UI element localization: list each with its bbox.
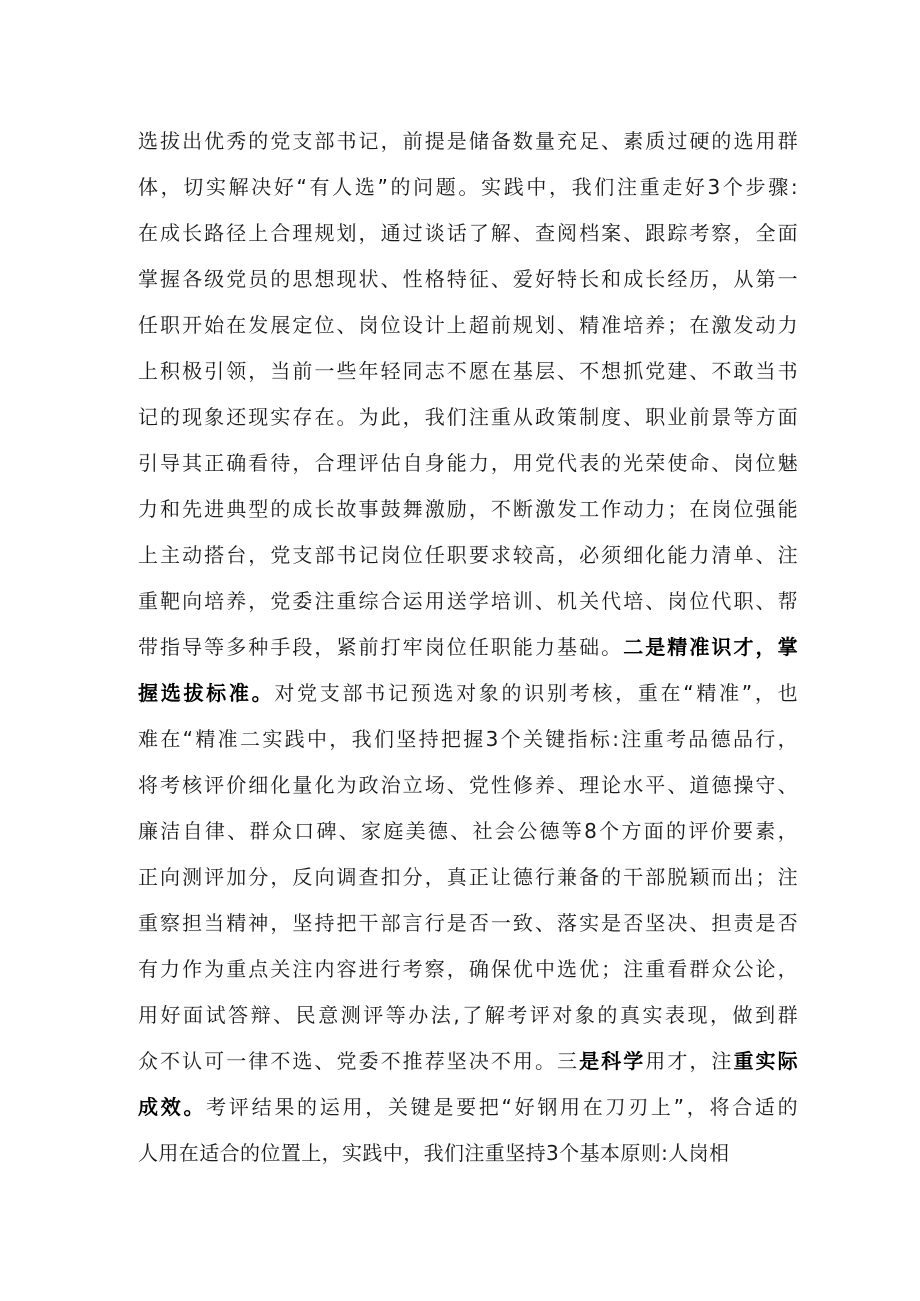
text-line [138, 1038, 798, 1084]
text-line [138, 808, 798, 854]
text-line [138, 624, 798, 670]
body-text: 正向测评加分，反向调查扣分，真正让德行兼备的干部脱颖而出；注 [138, 865, 798, 889]
text-line [138, 532, 798, 578]
body-text: 重察担当精神，坚持把干部言行是否一致、落实是否坚决、担责是否 [138, 911, 798, 935]
body-text: 众不认可一律不选、党委不推荐坚决不用。三 [138, 1049, 580, 1073]
body-text: 对党支部书记预选对象的识别考核，重在“精准”，也 [274, 681, 798, 705]
body-text: 用好面试答辩、民意测评等办法,了解考评对象的真实表现，做到群 [138, 1003, 798, 1027]
text-line [138, 716, 798, 762]
text-line [138, 992, 798, 1038]
text-line [138, 670, 798, 716]
body-text: 在成长路径上合理规划，通过谈话了解、查阅档案、跟踪考察，全面 [138, 221, 798, 245]
text-line [138, 210, 798, 256]
body-paragraph [138, 118, 798, 1176]
bold-heading-text: 成效。 [138, 1095, 207, 1119]
bold-heading-text: 是科学 [579, 1049, 646, 1073]
body-text: 考评结果的运用，关键是要把“好钢用在刀刃上”，将合适的 [206, 1095, 798, 1119]
body-text: 廉洁自律、群众口碑、家庭美德、社会公德等8个方面的评价要素， [138, 819, 798, 843]
body-text: 上积极引领，当前一些年轻同志不愿在基层、不想抓党建、不敢当书 [138, 359, 798, 383]
text-line [138, 1130, 798, 1176]
body-text: 带指导等多种手段，紧前打牢岗位任职能力基础。 [138, 635, 624, 659]
text-line [138, 854, 798, 900]
text-line [138, 900, 798, 946]
body-text: 选拔出优秀的党支部书记，前提是储备数量充足、素质过硬的选用群 [138, 129, 798, 153]
text-line [138, 762, 798, 808]
text-line [138, 256, 798, 302]
body-text: 体，切实解决好“有人选”的问题。实践中，我们注重走好3个步骤: [138, 175, 798, 199]
text-line [138, 946, 798, 992]
body-text: 记的现象还现实存在。为此，我们注重从政策制度、职业前景等方面 [138, 405, 798, 429]
body-text: 将考核评价细化量化为政治立场、党性修养、理论水平、道德操守、 [138, 773, 798, 797]
bold-heading-text: 重实际 [733, 1049, 798, 1073]
text-line [138, 486, 798, 532]
body-text: 任职开始在发展定位、岗位设计上超前规划、精准培养；在激发动力 [138, 313, 798, 337]
body-text: 人用在适合的位置上，实践中，我们注重坚持3个基本原则:人岗相 [138, 1141, 730, 1165]
body-text: 力和先进典型的成长故事鼓舞激励，不断激发工作动力；在岗位强能 [138, 497, 798, 521]
text-line [138, 118, 798, 164]
body-text: 掌握各级党员的思想现状、性格特征、爱好特长和成长经历，从第一 [138, 267, 798, 291]
bold-heading-text: 二是精准识才，掌 [623, 635, 798, 659]
body-text: 上主动搭台，党支部书记岗位任职要求较高，必须细化能力清单、注 [138, 543, 798, 567]
body-text: 用才，注 [645, 1049, 734, 1073]
text-line [138, 440, 798, 486]
body-text: 引导其正确看待，合理评估自身能力，用党代表的光荣使命、岗位魅 [138, 451, 798, 475]
text-line [138, 348, 798, 394]
bold-heading-text: 握选拔标准。 [138, 681, 275, 705]
text-line [138, 1084, 798, 1130]
text-line [138, 394, 798, 440]
body-text: 重靶向培养，党委注重综合运用送学培训、机关代培、岗位代职、帮 [138, 589, 798, 613]
body-text: 难在“精准二实践中，我们坚持把握3个关键指标:注重考品德品行， [138, 727, 798, 751]
text-line [138, 164, 798, 210]
body-text: 有力作为重点关注内容进行考察，确保优中选优；注重看群众公论， [138, 957, 798, 981]
text-line [138, 302, 798, 348]
text-line [138, 578, 798, 624]
